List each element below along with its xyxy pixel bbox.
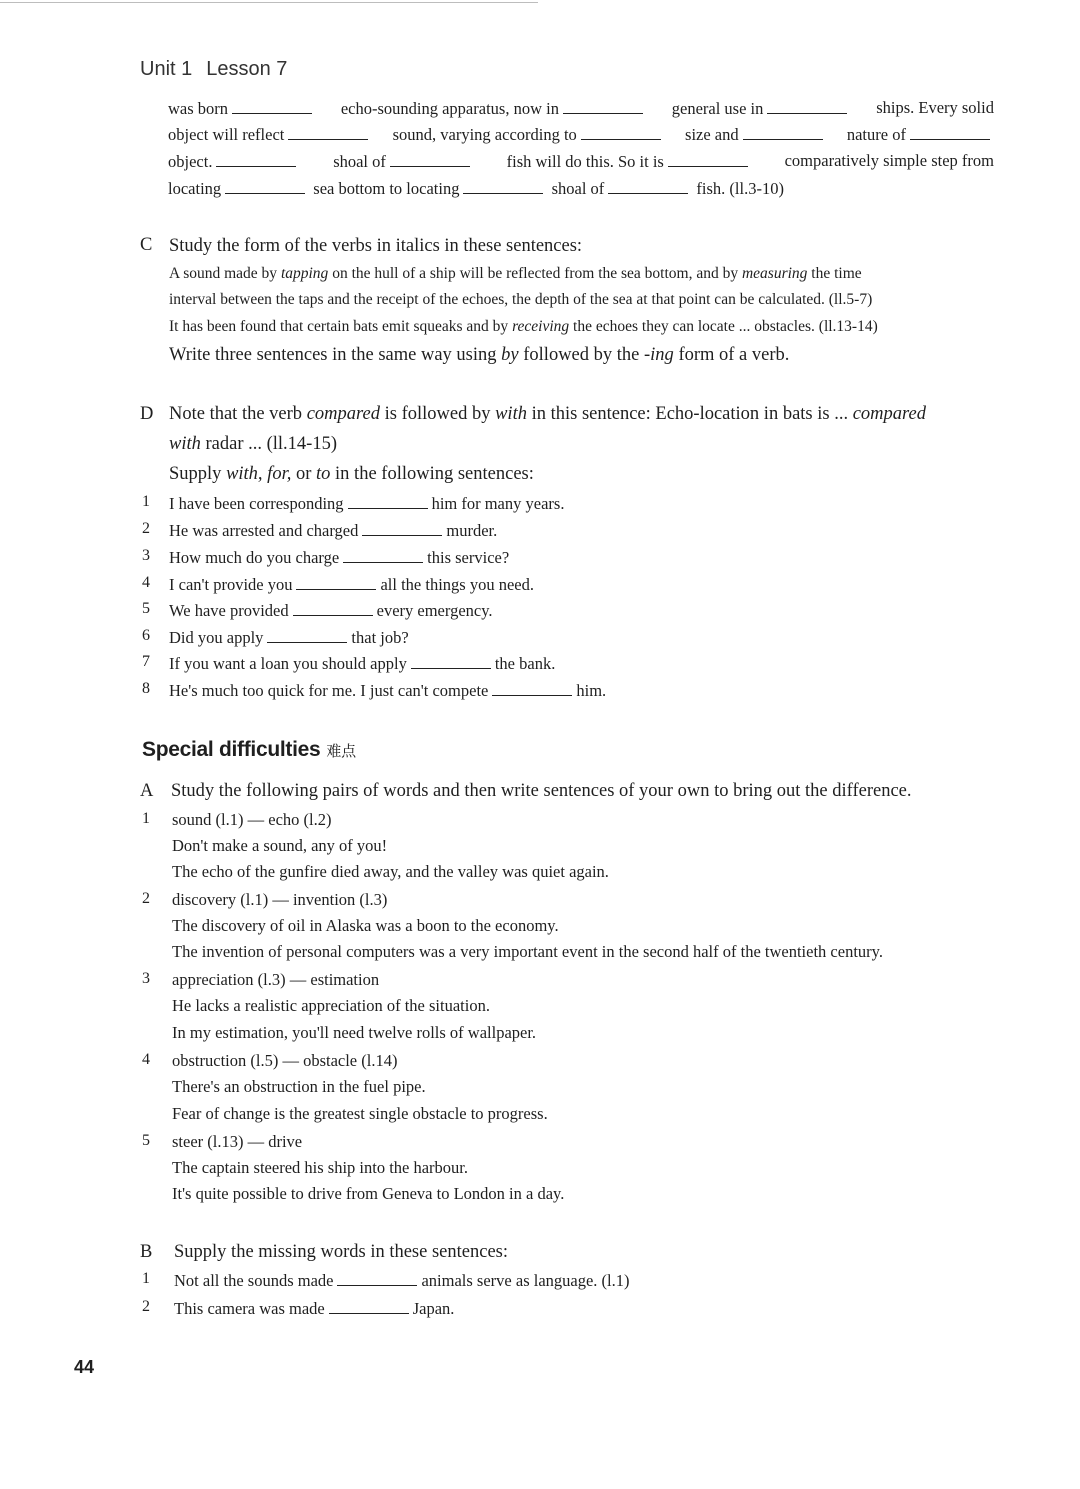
word-pair: obstruction (l.5) — obstacle (l.14) [172,1051,398,1070]
section-letter-d: D [140,404,154,424]
top-rule [0,2,538,3]
exercise-item: If you want a loan you should apply the bank. [169,653,556,673]
blank[interactable] [411,653,491,669]
exercise-item: Not all the sounds made animals serve as language. (l.1) [174,1270,630,1290]
section-a-instruction: Study the following pairs of words and then write sentences of your own to bring out the difference. [171,781,912,801]
exercise-item: I have been corresponding him for many years. [169,493,565,513]
section-letter-c: C [140,235,153,255]
blank[interactable] [668,151,748,167]
item-number: 3 [142,970,150,987]
exercise-item: He was arrested and charged murder. [169,520,498,540]
passage-line-2: object will reflect sound, varying according to size and nature of [168,124,994,145]
unit-label: Unit 1 [140,58,193,80]
example-sentence: There's an obstruction in the fuel pipe. [172,1077,426,1096]
section-d-instruction-2: with radar ... (ll.14-15) [169,434,338,454]
item-number: 2 [142,520,150,537]
section-c-write: Write three sentences in the same way using by followed by the -ing form of a verb. [169,345,790,365]
blank[interactable] [216,151,296,167]
item-number: 1 [142,493,150,510]
item-number: 4 [142,1051,150,1068]
word-pair: discovery (l.1) — invention (l.3) [172,890,388,909]
example-sentence: He lacks a realistic appreciation of the situation. [172,996,490,1015]
exercise-item: This camera was made Japan. [174,1298,455,1318]
item-number: 1 [142,810,150,827]
section-d-instruction-1: Note that the verb compared is followed by with in this sentence: Echo-location in bats is ... compared [169,404,927,424]
blank[interactable] [337,1270,417,1286]
section-letter-b: B [140,1242,153,1262]
exercise-item: He's much too quick for me. I just can't compete him. [169,680,607,700]
blank[interactable] [267,627,347,643]
passage-line-4: locating sea bottom to locating shoal of fish. (ll.3-10) [168,178,784,198]
running-header [140,58,287,81]
exercise-item: I can't provide you all the things you need. [169,574,534,594]
item-number: 1 [142,1270,150,1287]
example-sentence: It's quite possible to drive from Geneva to London in a day. [172,1184,565,1203]
word-pair: sound (l.1) — echo (l.2) [172,810,332,829]
blank[interactable] [492,680,572,696]
section-c-instruction: Study the form of the verbs in italics in these sentences: [169,236,583,256]
blank[interactable] [910,124,990,140]
exercise-item: We have provided every emergency. [169,600,493,620]
page-number: 44 [74,1357,95,1377]
word-pair: steer (l.13) — drive [172,1132,303,1151]
item-number: 5 [142,1132,150,1149]
section-c-sentence-2: It has been found that certain bats emit squeaks and by receiving the echoes they can locate ... obstacles. (ll.13-14) [169,318,878,335]
lesson-label: Lesson 7 [206,58,288,80]
blank[interactable] [563,98,643,114]
item-number: 8 [142,680,150,697]
blank[interactable] [362,520,442,536]
example-sentence: The invention of personal computers was a very important event in the second half of the twentieth century. [172,942,883,961]
exercise-item: Did you apply that job? [169,627,409,647]
item-number: 5 [142,600,150,617]
blank[interactable] [581,124,661,140]
exercise-item: How much do you charge this service? [169,547,510,567]
example-sentence: Fear of change is the greatest single obstacle to progress. [172,1104,548,1123]
example-sentence: The captain steered his ship into the harbour. [172,1158,469,1177]
passage-line-1: was born echo-sounding apparatus, now in general use in ships. Every solid [168,98,994,118]
section-letter-a: A [140,781,154,801]
item-number: 7 [142,653,150,670]
blank[interactable] [329,1298,409,1314]
blank[interactable] [293,600,373,616]
blank[interactable] [390,151,470,167]
blank[interactable] [348,493,428,509]
passage-line-3: object. shoal of fish will do this. So it is comparatively simple step from [168,151,994,171]
blank[interactable] [463,178,543,194]
example-sentence: The echo of the gunfire died away, and the valley was quiet again. [172,862,609,881]
blank[interactable] [743,124,823,140]
item-number: 2 [142,890,150,907]
blank[interactable] [232,98,312,114]
example-sentence: Don't make a sound, any of you! [172,836,388,855]
blank[interactable] [296,574,376,590]
section-c-sentence-1b: interval between the taps and the receipt of the echoes, the depth of the sea at that point can be calculated. (ll.5-7) [169,291,873,308]
example-sentence: The discovery of oil in Alaska was a boon to the economy. [172,916,559,935]
example-sentence: In my estimation, you'll need twelve rolls of wallpaper. [172,1023,537,1042]
section-d-supply: Supply with, for, or to in the following sentences: [169,464,534,484]
blank[interactable] [288,124,368,140]
heading-text: Special difficulties [142,738,321,761]
item-number: 2 [142,1298,150,1315]
blank[interactable] [767,98,847,114]
item-number: 4 [142,574,150,591]
item-number: 3 [142,547,150,564]
section-c-sentence-1a: A sound made by tapping on the hull of a ship will be reflected from the sea bottom, and by measuring the time [169,265,862,282]
section-heading [142,738,356,762]
blank[interactable] [608,178,688,194]
word-pair: appreciation (l.3) — estimation [172,970,380,989]
section-b-instruction: Supply the missing words in these sentences: [174,1242,508,1262]
heading-chinese: 难点 [326,742,356,760]
blank[interactable] [343,547,423,563]
item-number: 6 [142,627,150,644]
blank[interactable] [225,178,305,194]
